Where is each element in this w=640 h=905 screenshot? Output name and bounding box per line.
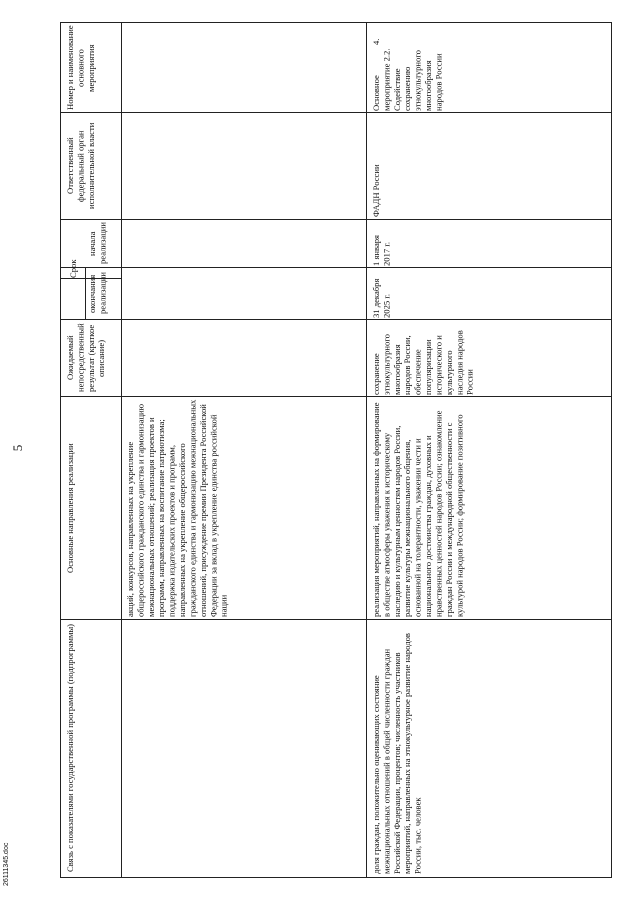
header-start: начала реализации [87, 222, 108, 265]
continuation-directions: акций, конкурсов, направленных на укрепление общероссийского гражданского единства и гармонизацию межнациональных отношений; реализация проектов и программ, направленных на воспитание патриотизма; поддержка издательских проектов и программ, направленных на укрепление общероссийского гражданского единства и гармонизацию межнациональных отношений, присуждение премии Президента Российской Федерации за вклад в укрепление единства российской нации [125, 399, 229, 617]
rule-responsible-start [61, 219, 611, 220]
rule-row-separator [366, 23, 367, 877]
row-name: Основное мероприятие 2.2. Содействие сохранению этнокультурного многообразия народов России [371, 48, 444, 111]
rule-result-directions [61, 396, 611, 397]
row-directions: реализация мероприятий, направленных на формирование в обществе атмосферы уважения к историческому наследию и культурным ценностям народов России, развитие культуры межнационального общения, основанной на толерантности, уважении чести и национального достоинства граждан, духовных и нравственных ценностей народов России; ознакомление граждан России и международной общественности с культурой народов России; формирование позитивного [371, 402, 465, 617]
header-end: окончания реализации [87, 272, 108, 315]
rule-end-result [61, 319, 611, 320]
header-term: Срок [68, 259, 78, 279]
document-id: 26111345.doc [3, 842, 10, 886]
rule-number-responsible [61, 112, 611, 113]
rule-term-split [85, 267, 86, 319]
row-result: сохранение этнокультурного многообразия народов России, обеспечение популяризации исторического и культурного наследия народов России [371, 330, 475, 395]
row-start: 1 января 2017 г. [371, 234, 392, 266]
row-index: 4. [371, 38, 381, 45]
header-responsible: Ответственный федеральный орган исполнительной власти [65, 122, 96, 210]
header-result: Ожидаемый непосредственный результат (краткое описание) [65, 323, 107, 393]
header-directions: Основные направления реализации [65, 443, 75, 573]
row-link: доля граждан, положительно оценивающих состояние межнациональных отношений в общей численности граждан Российской Федерации, процентов; численность участников мероприятий, направленных на этнокультурное развитие народов России, тыс. человек [371, 633, 423, 874]
rule-directions-link [61, 619, 611, 620]
activities-table [60, 22, 612, 878]
header-link: Связь с показателями государственной программы (подпрограммы) [65, 623, 75, 873]
page-number: 5 [10, 444, 25, 452]
rule-header-row [121, 23, 122, 877]
row-responsible: ФАДН России [371, 164, 381, 217]
row-end: 31 декабря 2025 г. [371, 278, 392, 318]
rule-start-end [61, 267, 611, 268]
header-number-name: Номер и наименование основного мероприятия [65, 25, 96, 111]
